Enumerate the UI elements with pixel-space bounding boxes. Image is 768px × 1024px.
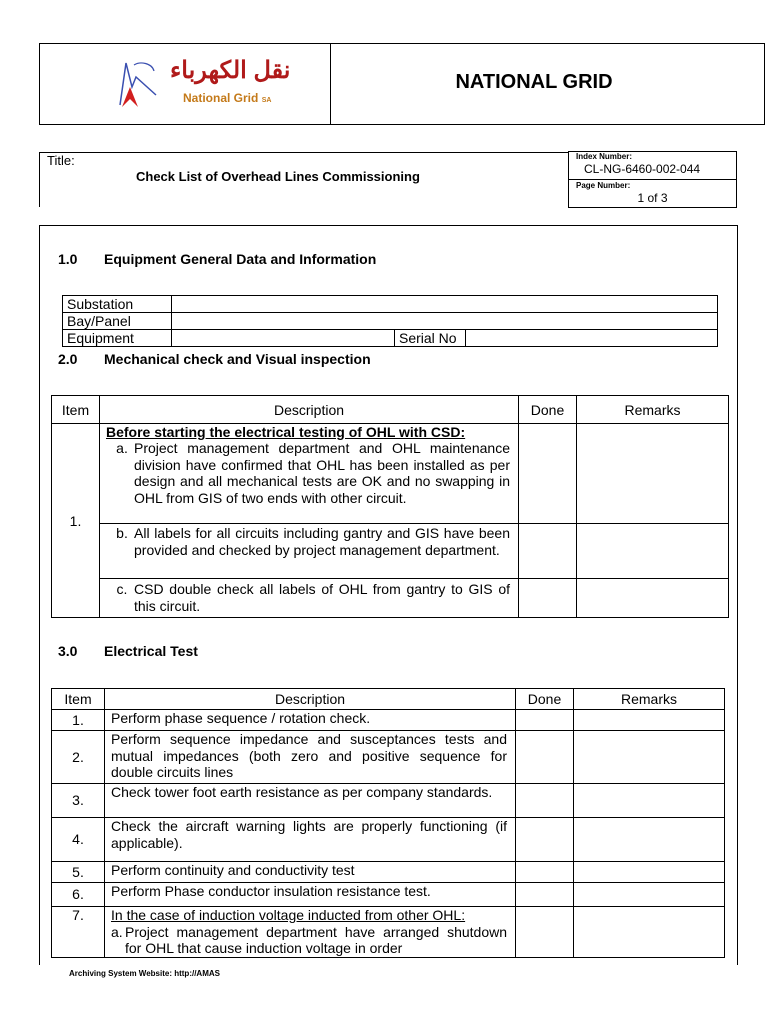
table-row bbox=[52, 710, 725, 731]
item-number: 1. bbox=[52, 424, 100, 618]
remarks-cell[interactable] bbox=[574, 731, 725, 784]
table-row bbox=[52, 579, 729, 618]
electrical-test-table bbox=[51, 688, 725, 958]
row-7-sub-item-a: a. Project management department have arranged shutdown for OHL that cause induction voltage in order bbox=[111, 923, 507, 956]
item-number: 4. bbox=[52, 818, 105, 862]
done-cell[interactable] bbox=[516, 862, 574, 883]
substation-value[interactable] bbox=[172, 296, 718, 313]
description-cell bbox=[100, 424, 519, 524]
description-cell bbox=[100, 579, 519, 618]
equipment-data-table bbox=[62, 295, 718, 347]
item-number: 1. bbox=[52, 710, 105, 731]
bay-panel-label: Bay/Panel bbox=[63, 313, 172, 330]
document-title: Check List of Overhead Lines Commissioning bbox=[136, 169, 420, 184]
title-border-left bbox=[39, 152, 40, 207]
item-number: 6. bbox=[52, 883, 105, 907]
header-done: Done bbox=[519, 396, 577, 424]
serial-no-value[interactable] bbox=[466, 330, 718, 347]
mechanical-check-table bbox=[51, 395, 729, 618]
remarks-cell[interactable] bbox=[574, 883, 725, 907]
item-intro: Before starting the electrical testing of OHL with CSD: bbox=[106, 424, 466, 440]
header-description: Description bbox=[105, 689, 516, 710]
done-cell[interactable] bbox=[516, 907, 574, 958]
description-cell: Check the aircraft warning lights are properly functioning (if applicable). bbox=[105, 818, 516, 862]
done-cell[interactable] bbox=[516, 731, 574, 784]
table-row bbox=[52, 524, 729, 579]
header-description: Description bbox=[100, 396, 519, 424]
table-row bbox=[52, 907, 725, 958]
description-cell: Perform phase sequence / rotation check. bbox=[105, 710, 516, 731]
sub-item-b: b. All labels for all circuits including gantry and GIS have been provided and checked by project management department. bbox=[116, 525, 510, 558]
item-number: 7. bbox=[52, 907, 105, 958]
item-number: 2. bbox=[52, 731, 105, 784]
company-name: NATIONAL GRID bbox=[455, 71, 613, 93]
header-remarks: Remarks bbox=[577, 396, 729, 424]
description-cell bbox=[105, 907, 516, 958]
header-done: Done bbox=[516, 689, 574, 710]
done-cell[interactable] bbox=[519, 524, 577, 579]
bay-panel-value[interactable] bbox=[172, 313, 718, 330]
sub-item-a: a. Project management department and OHL maintenance division have confirmed that OHL has been installed as per design and all mechanical tests are OK and no swapping in OHL from GIS of two ends with other circuit. bbox=[116, 440, 510, 506]
item-number: 3. bbox=[52, 784, 105, 818]
item-number: 5. bbox=[52, 862, 105, 883]
header-item: Item bbox=[52, 689, 105, 710]
description-cell: Check tower foot earth resistance as per company standards. bbox=[105, 784, 516, 818]
done-cell[interactable] bbox=[516, 818, 574, 862]
done-cell[interactable] bbox=[519, 579, 577, 618]
table-header-row bbox=[52, 689, 725, 710]
table-row bbox=[63, 330, 718, 347]
section-3-heading: 3.0 Electrical Test bbox=[58, 643, 198, 659]
remarks-cell[interactable] bbox=[577, 424, 729, 524]
title-border-top bbox=[39, 152, 569, 153]
section-1-heading: 1.0 Equipment General Data and Information bbox=[58, 251, 377, 267]
page-number-label: Page Number: bbox=[576, 181, 631, 190]
header-item: Item bbox=[52, 396, 100, 424]
table-row bbox=[52, 883, 725, 907]
page-number-value: 1 of 3 bbox=[637, 191, 668, 205]
remarks-cell[interactable] bbox=[577, 579, 729, 618]
index-number-label: Index Number: bbox=[576, 152, 633, 161]
index-box-divider bbox=[568, 179, 737, 180]
table-row bbox=[52, 784, 725, 818]
done-cell[interactable] bbox=[516, 883, 574, 907]
description-cell: Perform sequence impedance and susceptances tests and mutual impedances (both zero and positive sequence for double circuits lines bbox=[105, 731, 516, 784]
remarks-cell[interactable] bbox=[574, 907, 725, 958]
equipment-value[interactable] bbox=[172, 330, 395, 347]
done-cell[interactable] bbox=[516, 784, 574, 818]
done-cell[interactable] bbox=[519, 424, 577, 524]
logo-arabic-text: نقل الكهرباء bbox=[170, 57, 291, 84]
row-7-intro: In the case of induction voltage inducted from other OHL: bbox=[111, 907, 466, 923]
index-number-value: CL-NG-6460-002-044 bbox=[584, 162, 701, 176]
equipment-label: Equipment bbox=[63, 330, 172, 347]
remarks-cell[interactable] bbox=[574, 862, 725, 883]
substation-label: Substation bbox=[63, 296, 172, 313]
done-cell[interactable] bbox=[516, 710, 574, 731]
table-row bbox=[63, 296, 718, 313]
header-remarks: Remarks bbox=[574, 689, 725, 710]
table-header-row bbox=[52, 396, 729, 424]
sub-item-c: c. CSD double check all labels of OHL from gantry to GIS of this circuit. bbox=[116, 581, 510, 614]
description-cell: Perform Phase conductor insulation resistance test. bbox=[105, 883, 516, 907]
description-cell bbox=[100, 524, 519, 579]
table-row bbox=[52, 731, 725, 784]
table-row bbox=[63, 313, 718, 330]
footer-archiving-website: Archiving System Website: http://AMAS bbox=[69, 969, 220, 978]
table-row bbox=[52, 818, 725, 862]
remarks-cell[interactable] bbox=[577, 524, 729, 579]
table-row bbox=[52, 424, 729, 524]
table-row bbox=[52, 862, 725, 883]
logo-english-text: National Grid SA bbox=[183, 91, 272, 105]
national-grid-logo-icon bbox=[112, 57, 162, 109]
remarks-cell[interactable] bbox=[574, 784, 725, 818]
remarks-cell[interactable] bbox=[574, 710, 725, 731]
section-2-heading: 2.0 Mechanical check and Visual inspection bbox=[58, 351, 371, 367]
remarks-cell[interactable] bbox=[574, 818, 725, 862]
description-cell: Perform continuity and conductivity test bbox=[105, 862, 516, 883]
serial-no-label: Serial No bbox=[395, 330, 466, 347]
title-label: Title: bbox=[47, 153, 75, 168]
